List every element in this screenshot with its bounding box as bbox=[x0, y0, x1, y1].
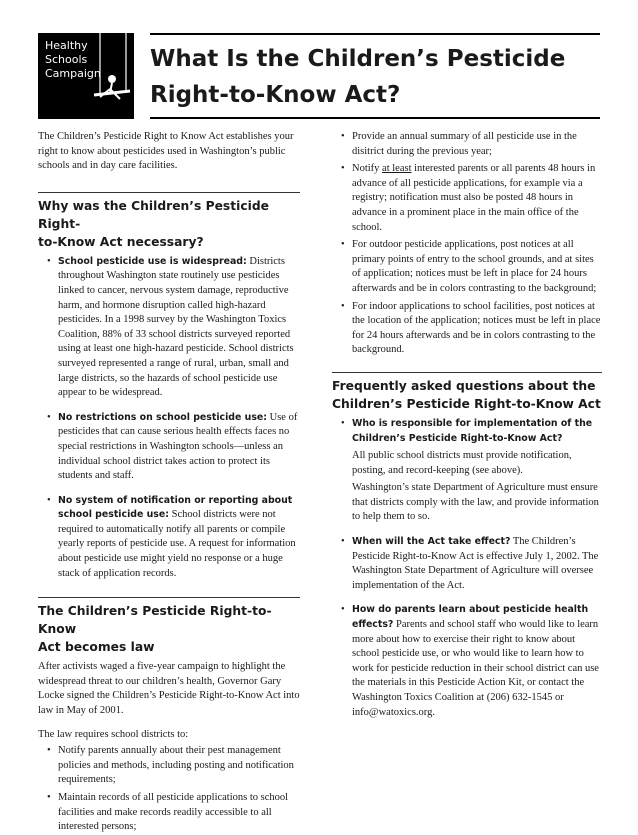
faq-item bbox=[341, 603, 602, 720]
faq-answer: The Children’s Pesticide Right-to-Know Act is effective July 1, 2002. The Washington State Department of Agriculture will oversee implementation of the Act. bbox=[352, 536, 599, 591]
faq-item bbox=[341, 417, 602, 525]
list-item: • For indoor applications to school facilities, post notices at the location of the application; notices must be left in place for 24 hours afterwards and be in colors contrasting to the background. bbox=[341, 300, 602, 358]
faq-answer: Parents and school staff who would like to learn more about how to exercise their right to know about school pesticide use, or who would like to learn how to work for pesticide reduction in their school district can use the materials in this Pesticide Action Kit, or contact the Washington Toxics Coalition at (206) 632-1545 or info@watoxics.org. bbox=[352, 619, 599, 718]
law-requires-paragraph: The law requires school districts to: bbox=[38, 728, 189, 740]
faq-heading-line-2: Children’s Pesticide Right-to-Know Act bbox=[332, 396, 601, 411]
logo-text-1: Healthy bbox=[45, 39, 88, 52]
why-heading bbox=[38, 192, 300, 251]
healthy-schools-campaign-logo bbox=[38, 33, 134, 119]
faq-heading-line-1: Frequently asked questions about the bbox=[332, 378, 596, 393]
intro-paragraph: The Children’s Pesticide Right to Know Act establishes your right to know about pesticides used in Washington’s public schools and in day care facilities. bbox=[38, 131, 294, 172]
item-lead: No system of notification or reporting about school pesticide use: bbox=[58, 494, 293, 521]
faq-answer: All public school districts must provide notification, posting, and record-keeping (see above). bbox=[352, 450, 572, 476]
item-text: Use of pesticides that can cause serious health effects faces no special restrictions in Washington schools—unless an individual school district takes action to protect its students and staff. bbox=[58, 411, 298, 482]
faq-answer: Washington’s state Department of Agriculture must ensure that districts comply with the law, and provide information to help them to so. bbox=[352, 482, 599, 523]
item-lead: No restrictions on school pesticide use: bbox=[58, 411, 268, 423]
why-list bbox=[47, 255, 300, 581]
faq-question: How do parents learn about pesticide health effects? bbox=[352, 604, 589, 631]
why-heading-line-1: Why was the Children’s Pesticide Right- bbox=[38, 198, 269, 231]
item-text: interested parents or all parents 48 hours in advance of all pesticide applications, for example via a registry; notification must also be posted 48 hours in advance in a prominent place in the main office of the school. bbox=[352, 163, 596, 233]
list-item bbox=[341, 162, 602, 235]
title-line-2: Right-to-Know Act? bbox=[150, 82, 401, 108]
item-text: Notify bbox=[352, 163, 383, 175]
swing-child-icon bbox=[38, 33, 134, 119]
requirements-list-continued bbox=[341, 130, 602, 358]
faq-question: Who is responsible for implementation of the Children’s Pesticide Right-to-Know Act? bbox=[352, 417, 593, 444]
list-item: • Provide an annual summary of all pesticide use in the disitrict during the previous year; bbox=[341, 130, 602, 159]
logo-text-3: Campaign bbox=[45, 67, 101, 80]
faq-item bbox=[341, 535, 602, 593]
faq-question: When will the Act take effect? bbox=[352, 536, 511, 548]
law-heading-line-2: Act becomes law bbox=[38, 640, 155, 655]
law-heading-line-1: The Children’s Pesticide Right-to-Know bbox=[38, 604, 272, 637]
title-line-1: What Is the Children’s Pesticide bbox=[150, 46, 566, 72]
item-text: School districts were not required to automatically notify all parents or compile yearly reports of pesticide use. A request for information about pesticide use might yield no response or a huge stack of application records. bbox=[58, 509, 296, 579]
list-item bbox=[47, 494, 300, 582]
why-heading-line-2: to-Know Act necessary? bbox=[38, 234, 204, 249]
list-item bbox=[47, 411, 300, 484]
list-item: • Maintain records of all pesticide applications to school facilities and make records readily accessible to all interested persons; bbox=[47, 791, 300, 835]
item-text: Districts throughout Washington state routinely use pesticides linked to cancer, nervous system damage, reproductive harm, and hormone disruption called high-hazard pesticides. In a 1998 survey by the Washington Toxics Coalition, 88% of 33 school districts surveyed reported using at least one high-hazard pesticide. School districts surveyed represented a range of rural, urban, small and large districts, so the hazards of school pesticide use appear to be widespread. bbox=[58, 255, 294, 399]
logo-text-2: Schools bbox=[45, 53, 88, 66]
underlined-text: at least bbox=[382, 163, 412, 175]
left-column bbox=[38, 130, 300, 835]
page-title bbox=[150, 33, 600, 119]
law-paragraph: After activists waged a five-year campaign to highlight the widespread threat to our children’s health, Governor Gary Locke signed the Children’s Pesticide Right-to-Know Act into law in May of 2001. bbox=[38, 661, 300, 717]
right-column bbox=[332, 130, 602, 720]
list-item: • For outdoor pesticide applications, post notices at all primary points of entry to the school grounds, and at sites of application; notices must be left in place for 24 hours afterwards and be in colors contrasting to the background; bbox=[341, 238, 602, 296]
requirements-list bbox=[47, 744, 300, 835]
list-item: • Notify parents annually about their pest management policies and methods, including posting and notification requirements; bbox=[47, 744, 300, 788]
faq-list bbox=[341, 417, 602, 720]
list-item bbox=[47, 255, 300, 401]
faq-heading bbox=[332, 372, 602, 413]
law-heading bbox=[38, 597, 300, 656]
item-lead: School pesticide use is widespread: bbox=[58, 255, 247, 267]
